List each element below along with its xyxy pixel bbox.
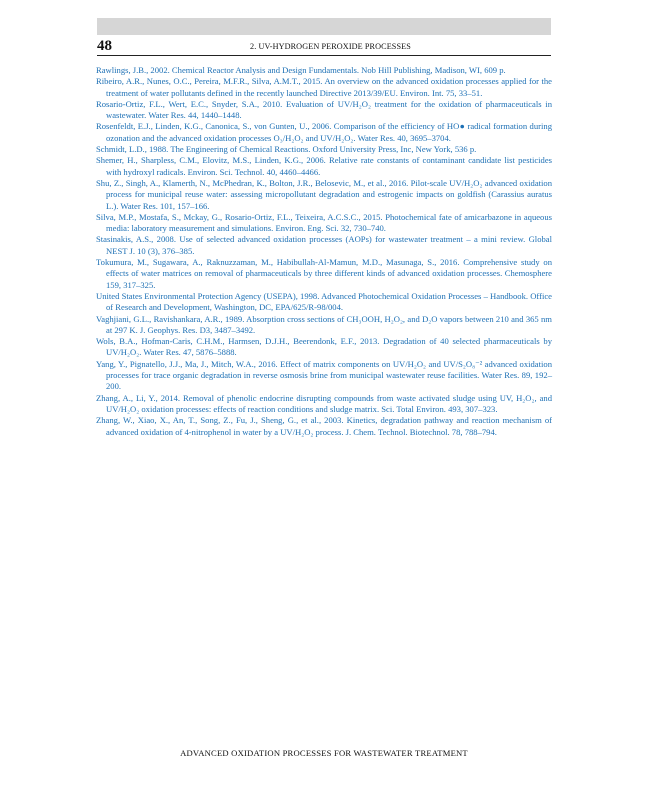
header-band xyxy=(97,18,551,35)
reference-item[interactable]: Stasinakis, A.S., 2008. Use of selected advanced oxidation processes (AOPs) for wastewater treatment – a mini review. Global NEST J. 10 (3), 376–385. xyxy=(96,234,552,256)
reference-item[interactable]: Vaghjiani, G.L., Ravishankara, A.R., 1989. Absorption cross sections of CH₃OOH, H₂O₂, and D₂O vapors between 210 and 365 nm at 297 K. J. Geophys. Res. D3, 3487–3492. xyxy=(96,313,552,335)
reference-item[interactable]: Shu, Z., Singh, A., Klamerth, N., McPhedran, K., Bolton, J.R., Belosevic, M., et al., 2016. Pilot-scale UV/H₂O₂ advanced oxidation process for municipal reuse water: assessing micropollutant degradation and estrogenic impacts on goldfish (Carassius auratus L.). Water Res. 101, 157–166. xyxy=(96,177,552,211)
reference-item[interactable]: Zhang, W., Xiao, X., An, T., Song, Z., Fu, J., Sheng, G., et al., 2003. Kinetics, degradation pathway and reaction mechanism of advanced oxidation of 4-nitrophenol in water by a UV/H₂O₂ process. J. Chem. Technol. Biotechnol. 78, 788–794. xyxy=(96,415,552,437)
reference-list xyxy=(96,65,552,438)
reference-item[interactable]: Rosenfeldt, E.J., Linden, K.G., Canonica, S., von Gunten, U., 2006. Comparison of the efficiency of HO● radical formation during ozonation and the advanced oxidation processes O₃/H₂O₂ and UV/H₂O₂. Water Res. 40, 3695–3704. xyxy=(96,121,552,143)
reference-item[interactable]: Tokumura, M., Sugawara, A., Raknuzzaman, M., Habibullah-Al-Mamun, M.D., Masunaga, S., 2016. Comprehensive study on effects of water matrices on removal of pharmaceuticals by three different kinds of advanced oxidation processes. Chemosphere 159, 317–325. xyxy=(96,257,552,290)
reference-item[interactable]: Yang, Y., Pignatello, J.J., Ma, J., Mitch, W.A., 2016. Effect of matrix components on UV/H₂O₂ and UV/S₂O₈⁻² advanced oxidation processes for trace organic degradation in reverse osmosis brine from municipal wastewater reuse facilities. Water Res. 89, 192–200. xyxy=(96,358,552,392)
reference-item[interactable]: Schmidt, L.D., 1988. The Engineering of Chemical Reactions. Oxford University Press, Inc, New York, 536 p. xyxy=(96,144,477,155)
page-number: 48 xyxy=(97,38,112,54)
book-title-footer: ADVANCED OXIDATION PROCESSES FOR WASTEWATER TREATMENT xyxy=(180,748,468,758)
reference-item[interactable]: United States Environmental Protection Agency (USEPA), 1998. Advanced Photochemical Oxidation Processes – Handbook. Office of Research and Development, Washington, DC, EPA/625/R-98/004. xyxy=(96,290,552,313)
reference-item[interactable]: Rosario-Ortiz, F.L., Wert, E.C., Snyder, S.A., 2010. Evaluation of UV/H₂O₂ treatment for the oxidation of pharmaceuticals in wastewater. Water Res. 44, 1440–1448. xyxy=(96,98,552,121)
reference-item[interactable]: Silva, M.P., Mostafa, S., Mckay, G., Rosario-Ortiz, F.L., Teixeira, A.C.S.C., 2015. Photochemical fate of amicarbazone in aqueous media: laboratory measurement and simulations. Environ. Eng. Sci. 32, 730–740. xyxy=(96,211,552,234)
reference-item[interactable]: Zhang, A., Li, Y., 2014. Removal of phenolic endocrine disrupting compounds from waste activated sludge using UV, H₂O₂, and UV/H₂O₂ oxidation processes: effects of reaction conditions and sludge matrix. Sci. Total Environ. 493, 307–323. xyxy=(96,392,552,414)
header-divider xyxy=(97,55,551,56)
reference-item[interactable]: Wols, B.A., Hofman-Caris, C.H.M., Harmsen, D.J.H., Beerendonk, E.F., 2013. Degradation of 40 selected pharmaceuticals by UV/H₂O₂. Water Res. 47, 5876–5888. xyxy=(96,336,552,358)
reference-item[interactable]: Shemer, H., Sharpless, C.M., Elovitz, M.S., Linden, K.G., 2006. Relative rate constants of contaminant candidate list pesticides with hydroxyl radicals. Environ. Sci. Technol. 40, 4460–4466. xyxy=(96,155,552,177)
reference-item[interactable]: Rawlings, J.B., 2002. Chemical Reactor Analysis and Design Fundamentals. Nob Hill Publishing, Madison, WI, 609 p. xyxy=(96,65,506,75)
reference-item[interactable]: Ribeiro, A.R., Nunes, O.C., Pereira, M.F.R., Silva, A.M.T., 2015. An overview on the advanced oxidation processes applied for the treatment of water pollutants defined in the recently launched Directive 2013/39/EU. Environ. Int. 75, 33–51. xyxy=(96,76,552,98)
chapter-title: 2. UV-HYDROGEN PEROXIDE PROCESSES xyxy=(250,42,411,51)
